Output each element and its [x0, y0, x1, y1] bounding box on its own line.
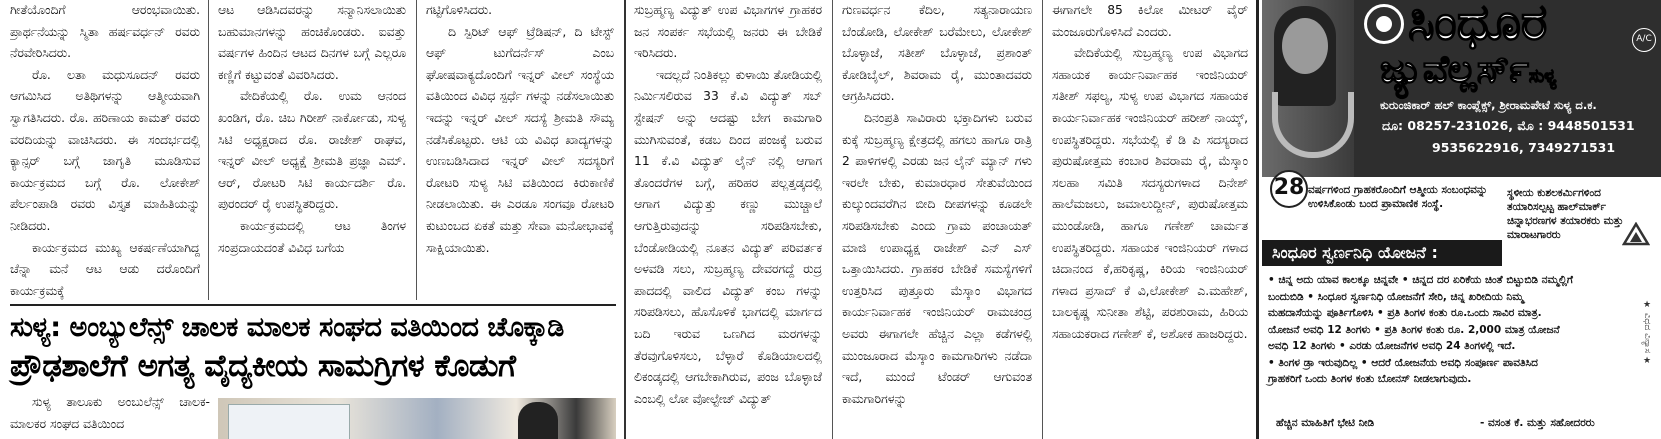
column-divider [416, 0, 417, 300]
years-text: ವರ್ಷಗಳಿಂದ ಗ್ರಾಹಕರೊಂದಿಗೆ ಆತ್ಮೀಯ ಸಂಬಂಧವನ್ನು ಉಳಿಸಿಕೊಂಡು ಬಂದ ಪ್ರಾಮಾಣಿಕ ಸಂಸ್ಥೆ. [1308, 184, 1488, 210]
paragraph: ದಿ ಸ್ಪಿರಿಟ್ ಆಫ್ ಟ್ರೆಡಿಷನ್, ದಿ ಟೇಸ್ಟ್ ಆಫ್ ಟುಗೆದರ್ನೆಸ್ ಎಂಬ ಘೋಷವಾಕ್ಯದೊಂದಿಗೆ ಇನ್ನರ್ ವೀಲ್ ಸಂಸ್ಥೆಯ ವತಿಯಿಂದ ವಿವಿಧ ಸ್ಪರ್ಧೆ ಗಳನ್ನು ನಡೆಸಲಾಯಿತು ಇದನ್ನು ಇನ್ನರ್ ವೀಲ್ ಸದಸ್ಯೆ ಶ್ರೀಮತಿ ಸೌಮ್ಯ ನಡೆಸಿಕೊಟ್ಟರು. ಆಟಿ ಯ ವಿವಿಧ ಖಾದ್ಯಗಳನ್ನು ಉಣಬಡಿಸಿದಾದ ಇನ್ನರ್ ವೀಲ್ ಸದಸ್ಯರಿಗೆ ರೋಟರಿ ಸುಳ್ಯ ಸಿಟಿ ವತಿಯಿಂದ ಕಿರುಕಾಣಿಕೆ ನೀಡಲಾಯಿತು. ಈ ಎರಡೂ ಸಂಗವೂ ರೋಟರಿ ಕುಟುಂಬದ ಏಕತೆ ಮತ್ತು ಸೇವಾ ಮನೋಭಾವಕ್ಕೆ ಸಾಕ್ಷಿಯಾಯಿತು. [426, 24, 614, 255]
paragraph: ಗುಣವರ್ಧನ ಕೆದಿಲ, ಸತ್ಯನಾರಾಯಣ ಬೆಂಡೋಡಿ, ಲೋಕೇಶ್ ಬರೆಮೇಲು, ಲೋಕೇಶ್ ಬೊಳ್ಳಾಜೆ, ಸತೀಶ್ ಬೊಳ್ಳಾಜೆ, ಪ್ರಶಾಂತ್ ಕೋಡಿಬೈಲ್, ಶಿವರಾಮ ರೈ, ಮುಂತಾದವರು ಆಗ್ರಹಿಸಿದರು. [842, 3, 1032, 104]
jewellery-advertisement [1262, 0, 1661, 439]
scheme-title: ಸಿಂಧೂರ ಸ್ವರ್ಣನಿಧಿ ಯೋಜನೆ : [1262, 240, 1502, 266]
years-badge: 28 [1270, 170, 1308, 208]
paragraph: ರೊ. ಲತಾ ಮಧುಸೂದನ್ ರವರು ಆಗಮಿಸಿದ ಅತಿಥಿಗಳನ್ನು ಆತ್ಮೀಯವಾಗಿ ಸ್ವಾಗತಿಸಿದರು. ರೊ. ಹರಿಣಾಯ ಕಾಮತ್ ರವರು ವರದಿಯನ್ನು ವಾಚಿಸಿದರು. ಈ ಸಂದರ್ಭದಲ್ಲಿ ಕ್ಯಾನ್ಸರ್ ಬಗ್ಗೆ ಜಾಗೃತಿ ಮೂಡಿಸುವ ಕಾರ್ಯಕ್ರಮದ ಬಗ್ಗೆ ರೊ. ಲೋಕೇಶ್ ಪೆರ್ಲಂಪಾಡಿ ರವರು ವಿಸ್ತೃತ ಮಾಹಿತಿಯನ್ನು ನೀಡಿದರು. [10, 67, 200, 233]
paragraph: ಸುಬ್ರಹ್ಮಣ್ಯ ವಿದ್ಯುತ್ ಉಪ ವಿಭಾಗಗಳ ಗ್ರಾಹಕರ ಜನ ಸಂಪರ್ಕ ಸಭೆಯಲ್ಲಿ ಜನರು ಈ ಬೇಡಿಕೆ ಇರಿಸಿದರು. [634, 3, 822, 61]
ad-brand-jewellers: ಜ್ಯುವೆಲ್ಲರ್ಸ್ [1380, 47, 1529, 91]
paragraph: ಈಗಾಗಲೇ 85 ಕಿಲೋ ಮೀಟರ್ ವೈರ್ ಮಂಜೂರುಗೊಳಿಸಿದೆ ಎಂದರು. [1052, 3, 1248, 39]
page-divider [624, 0, 626, 439]
ad-brand-place: ಸುಳ್ಯ [1528, 66, 1557, 87]
scheme-line: ಅವಧಿ 12 ತಿಂಗಳು • ಎರಡು ಯೋಜನೆಗಳ ಅವಧಿ 24 ತಿಂಗಳಲ್ಲಿ ಇದೆ. [1268, 340, 1516, 352]
article-column-3 [426, 0, 614, 300]
article-column-2 [218, 0, 406, 300]
article-column-6 [1052, 0, 1248, 439]
ad-banner [1262, 0, 1661, 177]
column-divider [208, 0, 209, 300]
model-image [1262, 0, 1354, 177]
ad-divider [1256, 0, 1259, 439]
scheme-details [1268, 272, 1624, 388]
column-divider [832, 0, 833, 439]
paragraph: ದಿನಂಪ್ರತಿ ಸಾವಿರಾರು ಭಕ್ತಾದಿಗಳು ಬರುವ ಕುಕ್ಕೆ ಸುಬ್ರಹ್ಮಣ್ಯ ಕ್ಷೇತ್ರದಲ್ಲಿ ಹಗಲು ಹಾಗೂ ರಾತ್ರಿ 2 ಪಾಳಿಗಳಲ್ಲಿ ಎರಡು ಜನ ಲೈನ್ ಮ್ಯಾನ್ ಗಳು ಇರಲೇ ಬೇಕು, ಕುಮಾರಧಾರ ಸೇತುವೆಯಿಂದ ಕುಲ್ಕುಂದವರೆಗಿನ ಬೀದಿ ದೀಪಗಳನ್ನು ಕೂಡಲೇ ಸರಿಪಡಿಸಬೇಕು ಎಂದು ಗ್ರಾಮ ಪಂಚಾಯತ್ ಮಾಜಿ ಉಪಾಧ್ಯಕ್ಷ ರಾಜೇಶ್ ಎನ್ ಎಸ್ ಒತ್ತಾಯಿಸಿದರು. ಗ್ರಾಹಕರ ಬೇಡಿಕೆ ಸಮಸ್ಯೆಗಳಿಗೆ ಉತ್ತರಿಸಿದ ಪುತ್ತೂರು ಮೆಸ್ಕಾಂ ವಿಭಾಗದ ಕಾರ್ಯನಿರ್ವಾಹಕ ಇಂಜಿನಿಯರ್ ರಾಮಚಂದ್ರ ಅವರು ಈಗಾಗಲೇ ಹೆಚ್ಚಿನ ಎಲ್ಲಾ ಕಡೆಗಳಲ್ಲಿ ಮುಂಜೂರಾದ ಮೆಸ್ಕಾಂ ಕಾಮಗಾರಿಗಳು ನಡೆದಾ ಇದೆ, ಮುಂದೆ ಟೆಂಡರ್ ಆಗುವಂತ ಕಾಮಗಾರಿಗಳನ್ನು [842, 110, 1032, 406]
paragraph: ಗಟ್ಟಿಗೊಳಿಸಿದರು. [426, 3, 493, 17]
brand-logo-icon [1364, 4, 1404, 44]
paragraph: ಕಾರ್ಯಕ್ರಮದಲ್ಲಿ ಆಟ ತಿಂಗಳ ಸಂಪ್ರದಾಯದಂತೆ ವಿವಿಧ ಬಗೆಯ [218, 218, 406, 255]
article-column-4 [634, 0, 822, 439]
news-photo [218, 398, 616, 439]
ad-side-text: ★ ವಿಧದ ವಿನ್ಯಾಸ ★ [1642, 300, 1652, 367]
ac-badge: A/C [1632, 28, 1656, 52]
column-divider [1042, 0, 1043, 439]
ad-phone: ದೂ: 08257-231026, ಮೊ : 9448501531 [1382, 118, 1635, 133]
headline-rule [10, 304, 616, 306]
scheme-line: • ಚಿನ್ನ ಅದು ಯಾವ ಕಾಲಕ್ಕೂ ಚಿನ್ನವೇ • ಚಿನ್ನದ ದರ ಏರಿಕೆಯ ಚಿಂತೆ ಬಿಟ್ಟುಬಿಡಿ ನಮ್ಮಲ್ಲಿಗೆ [1268, 274, 1573, 286]
ad-brand-name: ಸಿಂಧೂರ [1408, 0, 1548, 51]
scheme-line: ಬಂದುಬಿಡಿ • ಸಿಂಧೂರ ಸ್ವರ್ಣನಿಧಿ ಯೋಜನೆಗೆ ಸೇರಿ, ಚಿನ್ನ ಖರೀದಿಯ ನಿಮ್ಮ [1268, 290, 1524, 303]
ad-brand-subtitle [1380, 44, 1556, 102]
paragraph: ವೇದಿಕೆಯಲ್ಲಿ ಸುಬ್ರಹ್ಮಣ್ಯ ಉಪ ವಿಭಾಗದ ಸಹಾಯಕ ಕಾರ್ಯನಿರ್ವಾಹಕ ಇಂಜಿನಿಯರ್ ಸತೀಶ್ ಸಫಲ್ಯ, ಸುಳ್ಯ ಉಪ ವಿಭಾಗದ ಸಹಾಯಕ ಕಾರ್ಯನಿರ್ವಾಹಕ ಇಂಜಿನಿಯರ್ ಹರೀಶ್ ನಾಯ್ಕ್, ಉಪಸ್ಥಿತರಿದ್ದರು. ಸಭೆಯಲ್ಲಿ ಕೆ ಡಿ ಪಿ ಸದಸ್ಯರಾದ ಪುರುಷೋತ್ತಮ ಕಂಬಾರ ಶಿವರಾಮ ರೈ, ಮೆಸ್ಕಾಂ ಸಲಹಾ ಸಮಿತಿ ಸದಸ್ಯರುಗಳಾದ ದಿನೇಶ್ ಹಾಲೆಮಜಲು, ಜಮಾಲುದ್ದೀನ್, ಪುರುಷೋತ್ತಮ ಮುಂಡೋಡಿ, ಹಾಗೂ ಗಣೇಶ್ ಚಾರ್ಮತ ಉಪಸ್ಥಿತರಿದ್ದರು. ಸಹಾಯಕ ಇಂಜಿನಿಯರ್ ಗಳಾದ ಚಿದಾನಂದ ಕೆ,ಹರಿಕೃಷ್ಣ, ಕಿರಿಯ ಇಂಜಿನಿಯರ್ ಗಳಾದ ಪ್ರಸಾದ್ ಕೆ ವಿ,ಲೋಕೇಶ್ ಎ.ಮಹೇಶ್, ಬಾಲಕೃಷ್ಣ ಸುನೀತಾ ಶೆಟ್ಟಿ, ಪರಶುರಾಮ, ಹಿರಿಯ ಸಹಾಯಕರಾದ ಗಣೇಶ್ ಕೆ, ಅಶೋಕ ಹಾಜರಿದ್ದರು. [1052, 46, 1248, 341]
article-column-1 [10, 0, 200, 300]
paragraph: ಇದಲ್ಲದೆ ನಿಂತಿಕಲ್ಲು ಕುಳಾಯಿ ತೋಡಿಯಲ್ಲಿ ನಿರ್ಮಿಸಲಿರುವ 33 ಕೆ.ವಿ ವಿದ್ಯುತ್ ಸಬ್ ಸ್ಟೇಷನ್ ಅನ್ನು ಆದಷ್ಟು ಬೇಗ ಕಾಮಗಾರಿ ಮುಗಿಸುವಂತೆ, ಕಡಬ ದಿಂದ ಪಂಜಕ್ಕೆ ಬರುವ 11 ಕೆ.ವಿ ವಿದ್ಯುತ್ ಲೈನ್ ನಲ್ಲಿ ಆಗಾಗ ತೊಂದರೆಗಳ ಬಗ್ಗೆ, ಹರಿಹರ ಪಲ್ಲತ್ತಡ್ಕದಲ್ಲಿ ಆಗಾಗ ವಿದ್ಯುತ್ತು ಕಣ್ಣು ಮುಚ್ಚಾಲೆ ಆಗುತ್ತಿರುವುದನ್ನು ಸರಿಪಡಿಸಬೇಕು, ಬೆಂಡೋಡಿಯಲ್ಲಿ ನೂತನ ವಿದ್ಯುತ್ ಪರಿವರ್ತಕ ಅಳವಡಿ ಸಲು, ಸುಬ್ರಹ್ಮಣ್ಯ ದೇವರಗದ್ದೆ ರುದ್ರ ಪಾದದಲ್ಲಿ ವಾಲಿದ ವಿದ್ಯುತ್ ಕಂಬ ಗಳನ್ನು ಸರಿಪಡಿಸಲು, ಹೊಸೊಳಿಕೆ ಭಾಗದಲ್ಲಿ ಮಾರ್ಗದ ಬದಿ ಇರುವ ಒಣಗಿದ ಮರಗಳನ್ನು ತೆರವುಗೊಳಿಸಲು, ಬೆಳ್ಳಾರೆ ಕೊಡಿಯಾಲದಲ್ಲಿ ಲಿಕಂಡ್ಕದಲ್ಲಿ ಆಗಬೇಕಾಗಿರುವ, ಪಂಜ ಬೊಳ್ಳಾಜೆ ಎಂಬಲ್ಲಿ ಲೋ ವೋಲ್ಟೇಜ್ ವಿದ್ಯುತ್ [634, 67, 822, 406]
scheme-line: ಯೋಜನೆ ಅವಧಿ 12 ತಿಂಗಳು • ಪ್ರತಿ ತಿಂಗಳ ಕಂತು ರೂ. 2,000 ಮಾತ್ರ ಯೋಜನೆ [1268, 323, 1560, 336]
paragraph: ಕಾರ್ಯಕ್ರಮದ ಮುಖ್ಯ ಆಕರ್ಷಣೆಯಾಗಿದ್ದ ಚೆನ್ನಾ ಮನೆ ಆಟ ಆಡು ದರೊಂದಿಗೆ ಕಾರ್ಯಕ್ರಮಕ್ಕೆ [10, 240, 200, 298]
headline-line-2: ಪ್ರೌಢಶಾಲೆಗೆ ಅಗತ್ಯ ವೈದ್ಯಕೀಯ ಸಾಮಗ್ರಿಗಳ ಕೊಡುಗೆ [10, 348, 516, 384]
paragraph: ವೇದಿಕೆಯಲ್ಲಿ ರೊ. ಉಮ ಆನಂದ ಖಂಡಿಗ, ರೊ. ಚಿಬ ಗಿರೀಶ್ ನಾರ್ಕೋಡು, ಸುಳ್ಯ ಸಿಟಿ ಅಧ್ಯಕ್ಷರಾದ ರೊ. ರಾಜೇಶ್ ರಾಘವ, ಇನ್ನರ್ ವೀಲ್ ಅಧ್ಯಕ್ಷೆ ಶ್ರೀಮತಿ ಪ್ರಜ್ಞಾ ಎಮ್. ಆರ್, ರೋಟರಿ ಸಿಟಿ ಕಾರ್ಯದರ್ಶಿ ರೊ. ಪುರಂದರ್ ರೈ ಉಪಸ್ಥಿತರಿದ್ದರು. [218, 89, 406, 212]
ad-footer-visit: ಹೆಚ್ಚಿನ ಮಾಹಿತಿಗೆ ಭೇಟಿ ನೀಡಿ [1276, 417, 1375, 429]
headline-line-1: ಸುಳ್ಯ: ಅಂಬ್ಯುಲೆನ್ಸ್ ಚಾಲಕ ಮಾಲಕ ಸಂಘದ ವತಿಯಿಂದ ಚೊಕ್ಕಾಡಿ [10, 312, 564, 343]
scheme-line: ಗ್ರಾಹಕರಿಗೆ ಒಂದು ತಿಂಗಳ ಕಂತು ಬೋನಸ್ ನೀಡಲಾಗುವುದು. [1268, 373, 1472, 385]
paragraph: ಗೀತೆಯೊಂದಿಗೆ ಆರಂಭವಾಯಿತು. ಪ್ರಾರ್ಥನೆಯನ್ನು ಸ್ಮಿತಾ ಹರ್ಷವರ್ಧನ್ ರವರು ನೆರವೇರಿಸಿದರು. [10, 3, 200, 61]
photo-person [518, 402, 558, 439]
hallmark-icon [1622, 222, 1650, 246]
sub-article-text [10, 392, 210, 439]
scheme-line: ಮಹದಾಸೆಯನ್ನು ಪೂರ್ತಿಗೊಳಿಸಿ • ಪ್ರತಿ ತಿಂಗಳ ಕಂತು ರೂ.ಒಂದು ಸಾವಿರ ಮಾತ್ರ. [1268, 307, 1542, 319]
article-column-5 [842, 0, 1032, 439]
ad-address: ಕುರುಂಜಿಕಾರ್ ಹಲ್ ಕಾಂಪ್ಲೆಕ್ಸ್, ಶ್ರೀರಾಮಪೇಟೆ ಸುಳ್ಯ ದ.ಕ. [1380, 98, 1597, 112]
photo-board [228, 404, 350, 439]
scheme-line: • ತಿಂಗಳ ಡ್ರಾ ಇರುವುದಿಲ್ಲ • ಆದರೆ ಯೋಜನೆಯ ಅವಧಿ ಸಂಪೂರ್ಣ ಪಾವತಿಸಿದ [1268, 356, 1538, 369]
paragraph: ಆಟ ಆಡಿಸಿದವರನ್ನು ಸನ್ಮಾನಿಸಲಾಯಿತು ಬಹುಮಾನಗಳನ್ನು ಹಂಚಿಕೊಂಡರು. ಐವತ್ತು ವರ್ಷಗಳ ಹಿಂದಿನ ಆಟದ ದಿನಗಳ ಬಗ್ಗೆ ಎಲ್ಲರೂ ಕಣ್ಣಿಗೆ ಕಟ್ಟುವಂತೆ ವಿವರಿಸಿದರು. [218, 3, 406, 82]
paragraph: ಸುಳ್ಯ ತಾಲೂಕು ಅಂಬುಲೆನ್ಸ್ ಚಾಲಕ-ಮಾಲಕರ ಸಂಘದ ವತಿಯಿಂದ [10, 395, 210, 431]
ad-footer-proprietor: - ವಸಂತ ಕೆ. ಮತ್ತು ಸಹೋದರರು [1480, 417, 1595, 429]
hallmark-text: ಸ್ಥಳೀಯ ಕುಶಲಕರ್ಮಿಗಳಿಂದ ತಯಾರಿಸಲ್ಪಟ್ಟ ಹಾಲ್‌ಮಾರ್ಕ್ ಚಿನ್ನಾಭರಣಗಳ ತಯಾರಕರು ಮತ್ತು ಮಾರಾಟಗಾರರು [1507, 187, 1624, 241]
ad-phone-mobile: 9535622916, 7349271531 [1432, 140, 1616, 155]
